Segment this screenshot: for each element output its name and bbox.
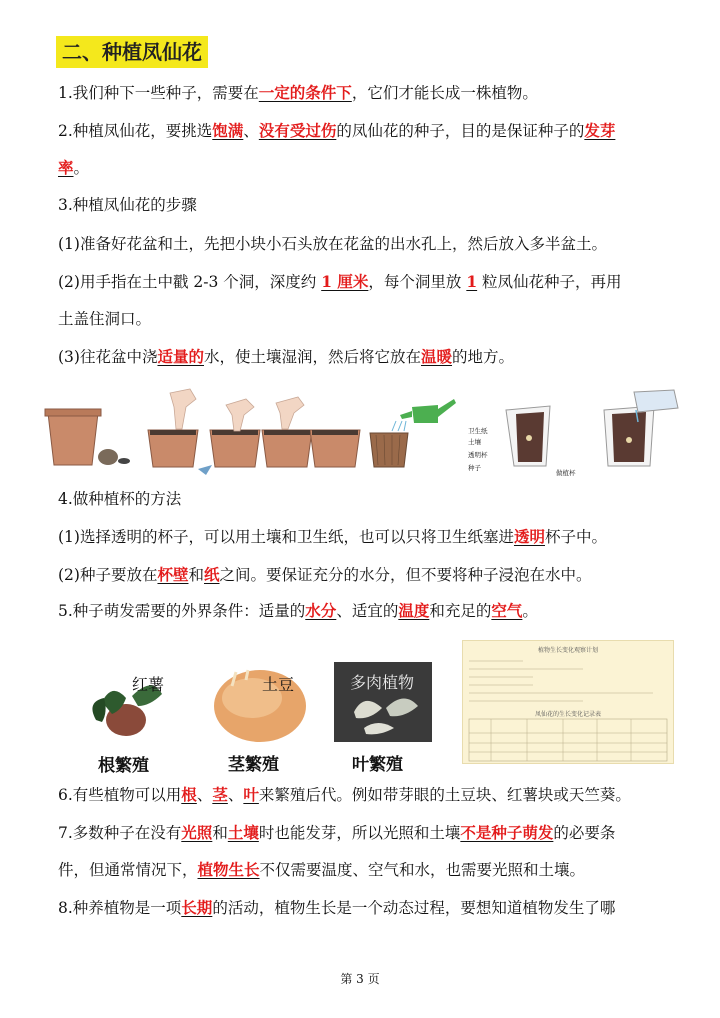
text: 和 bbox=[188, 566, 204, 584]
highlight: 纸 bbox=[204, 565, 220, 584]
text: 和充足的 bbox=[429, 602, 492, 620]
sheet-table-title: 凤仙花的生长变化记录表 bbox=[534, 711, 601, 718]
method-2 bbox=[58, 565, 670, 585]
highlight: 1 bbox=[466, 272, 478, 291]
highlight: 光照 bbox=[181, 823, 213, 842]
text: 、 bbox=[196, 786, 213, 804]
step-3 bbox=[58, 347, 670, 367]
paragraph-8 bbox=[58, 898, 670, 918]
text: 7.多数种子在没有 bbox=[58, 824, 182, 842]
caption-stem: 茎繁殖 bbox=[228, 755, 279, 775]
paragraph-2 bbox=[58, 121, 670, 141]
paragraph-1 bbox=[58, 83, 670, 103]
planting-cup-illustration bbox=[466, 388, 691, 480]
highlight: 植物生长 bbox=[197, 860, 260, 879]
text: 杯子中。 bbox=[544, 528, 607, 546]
method-1 bbox=[58, 527, 670, 547]
caption-leaf: 叶繁殖 bbox=[352, 755, 403, 775]
text: 时也能发芽，所以光照和土壤 bbox=[258, 824, 461, 842]
plant-tag: 红薯 bbox=[132, 675, 165, 694]
highlight: 根 bbox=[181, 785, 197, 804]
text: 、适宜的 bbox=[336, 602, 399, 620]
paragraph-5 bbox=[58, 601, 670, 621]
text: 的凤仙花的种子，目的是保证种子的 bbox=[336, 122, 585, 140]
text: (2)用手指在土中戳 2-3 个洞，深度约 bbox=[58, 273, 322, 291]
cup-label: 透明杯 bbox=[468, 451, 488, 459]
text: 的必要条 bbox=[553, 824, 616, 842]
paragraph-7 bbox=[58, 823, 670, 843]
highlight: 发芽 bbox=[584, 121, 616, 140]
highlight: 茎 bbox=[212, 785, 228, 804]
highlight: 温度 bbox=[398, 601, 430, 620]
text: (2)种子要放在 bbox=[58, 566, 158, 584]
text: 8.种养植物是一项 bbox=[58, 899, 182, 917]
text: 水，使土壤湿润，然后将它放在 bbox=[203, 348, 421, 366]
cup-label: 种子 bbox=[468, 464, 481, 472]
caption-root: 根繁殖 bbox=[98, 756, 149, 776]
text: (3)往花盆中浇 bbox=[58, 348, 158, 366]
potato-photo bbox=[206, 662, 316, 742]
text: 、 bbox=[227, 786, 244, 804]
highlight: 杯壁 bbox=[157, 565, 189, 584]
paragraph-2-cont bbox=[58, 158, 670, 178]
text: 的地方。 bbox=[452, 348, 515, 366]
planting-steps-illustration bbox=[40, 385, 460, 480]
highlight: 长期 bbox=[181, 898, 213, 917]
highlight: 水分 bbox=[305, 601, 337, 620]
text: 2.种植凤仙花，要挑选 bbox=[58, 122, 213, 140]
text: 5.种子萌发需要的外界条件：适量的 bbox=[58, 602, 306, 620]
text: ，每个洞里放 bbox=[368, 273, 467, 291]
text: 不仅需要温度、空气和水，也需要光照和土壤。 bbox=[259, 861, 586, 879]
highlight: 空气 bbox=[491, 601, 523, 620]
text: 。 bbox=[522, 602, 538, 620]
cup-label: 做植杯 bbox=[556, 469, 576, 477]
highlight: 1 厘米 bbox=[321, 272, 369, 291]
highlight: 率 bbox=[58, 158, 74, 177]
paragraph-7-cont bbox=[58, 860, 670, 880]
paragraph-6 bbox=[58, 785, 670, 805]
plant-tag: 土豆 bbox=[262, 675, 295, 694]
sheet-title: 植物生长变化观察计划 bbox=[537, 647, 598, 654]
text: 的活动，植物生长是一个动态过程，要想知道植物发生了哪 bbox=[212, 899, 616, 917]
paragraph-3: 3.种植凤仙花的步骤 bbox=[58, 196, 197, 214]
text: 件，但通常情况下， bbox=[58, 861, 198, 879]
text: 6.有些植物可以用 bbox=[58, 786, 182, 804]
text: 来繁殖后代。例如带芽眼的土豆块、红薯块或天竺葵。 bbox=[258, 786, 631, 804]
section-heading: 二、种植凤仙花 bbox=[56, 36, 208, 68]
page-number: 第 3 页 bbox=[340, 972, 380, 986]
step-2 bbox=[58, 272, 670, 292]
text: 1.我们种下一些种子，需要在 bbox=[58, 84, 259, 102]
text: 和 bbox=[212, 824, 228, 842]
paragraph-4: 4.做种植杯的方法 bbox=[58, 490, 182, 508]
text: 粒凤仙花种子，再用 bbox=[477, 273, 622, 291]
highlight: 温暖 bbox=[421, 347, 453, 366]
highlight: 适量的 bbox=[157, 347, 204, 366]
step-1: (1)准备好花盆和土，先把小块小石头放在花盆的出水孔上，然后放入多半盆土。 bbox=[58, 235, 607, 253]
highlight: 没有受过伤 bbox=[258, 121, 337, 140]
highlight: 不是种子萌发 bbox=[460, 823, 554, 842]
cup-label: 卫生纸 bbox=[468, 427, 488, 435]
text: ，它们才能长成一株植物。 bbox=[351, 84, 538, 102]
text: (1)选择透明的杯子，可以用土壤和卫生纸，也可以只将卫生纸塞进 bbox=[58, 528, 514, 546]
highlight: 饱满 bbox=[212, 121, 244, 140]
observation-sheet bbox=[462, 640, 674, 764]
text: 、 bbox=[243, 122, 259, 140]
highlight: 一定的条件下 bbox=[258, 83, 352, 102]
text: 之间。要保证充分的水分，但不要将种子浸泡在水中。 bbox=[219, 566, 592, 584]
cup-label: 土壤 bbox=[468, 438, 481, 446]
step-2-cont: 土盖住洞口。 bbox=[58, 310, 152, 328]
highlight: 透明 bbox=[513, 527, 545, 546]
highlight: 叶 bbox=[243, 785, 259, 804]
highlight: 土壤 bbox=[227, 823, 259, 842]
plant-tag: 多肉植物 bbox=[350, 673, 415, 692]
text: 。 bbox=[73, 159, 90, 177]
